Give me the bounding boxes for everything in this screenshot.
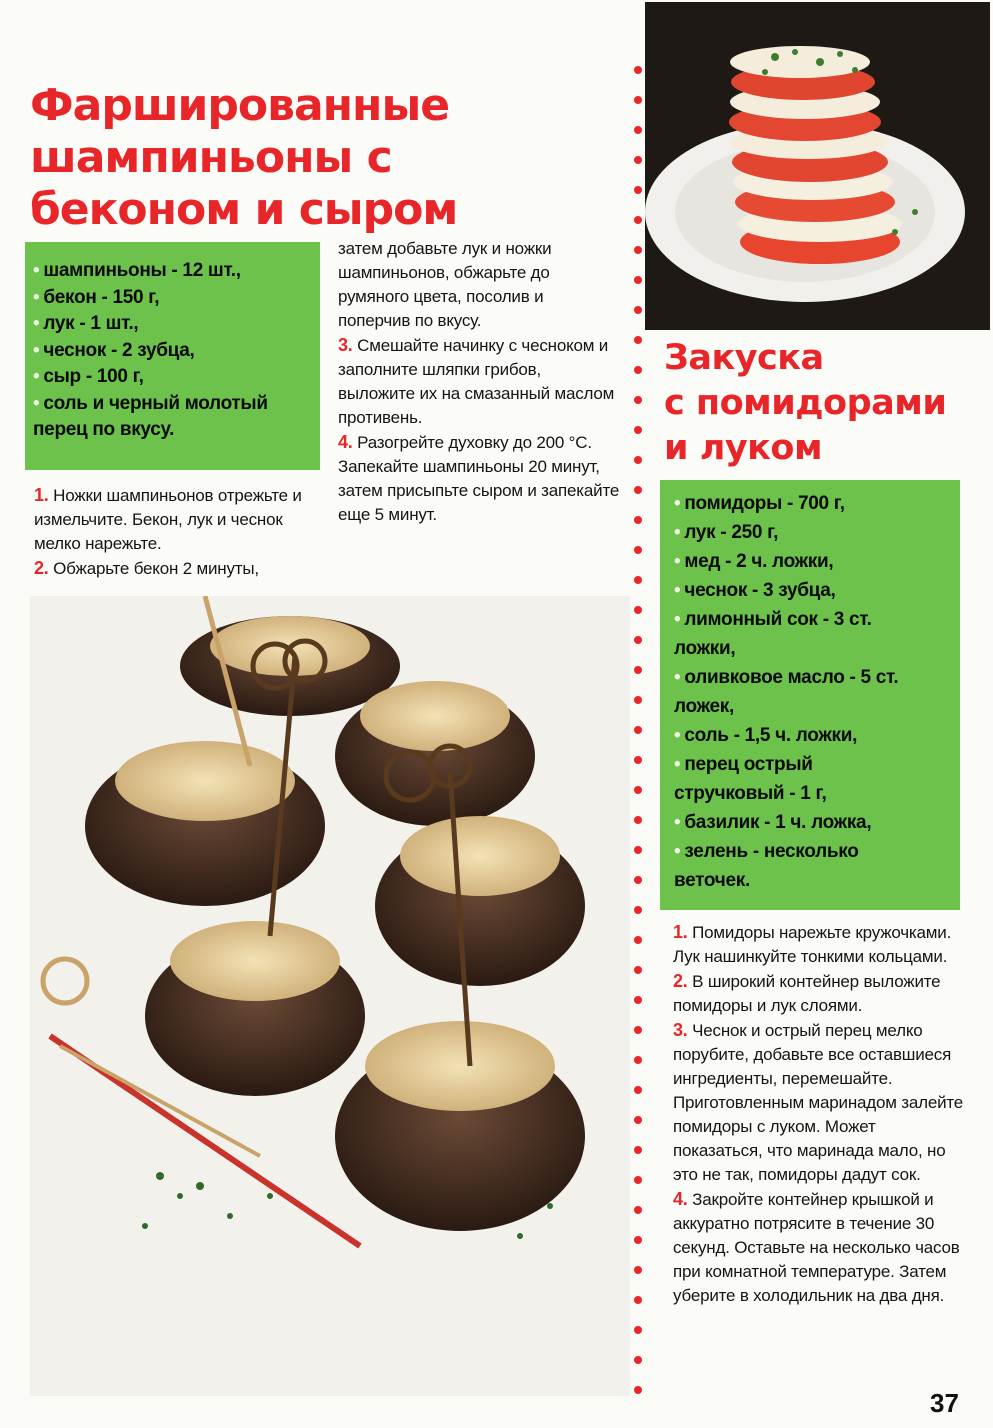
page-number: 37	[930, 1388, 959, 1418]
ingredient-item: • помидоры - 700 г,	[674, 493, 845, 514]
step-2: 2. В широкий контейнер выложите помидоры и лук слоями.	[673, 971, 941, 1015]
step-1: 1. Помидоры нарежьте кружочками. Лук нашинкуйте тонкими кольцами.	[673, 922, 952, 966]
recipe1-ingredients-box	[25, 242, 320, 470]
recipe2-ingredients-box	[660, 480, 960, 910]
recipe1-steps-col2	[338, 237, 620, 527]
ingredient-item: • бекон - 150 г,	[33, 286, 160, 308]
ingredient-item: ложек,	[674, 696, 734, 717]
recipe1-title	[30, 80, 480, 236]
ingredient-item: • зелень - несколько	[674, 841, 859, 862]
ingredient-item: • оливковое масло - 5 ст.	[674, 667, 899, 688]
ingredient-item: веточек.	[674, 870, 750, 891]
ingredient-item: • перец острый	[674, 754, 813, 775]
recipe2-title-line: Закуска	[664, 338, 824, 378]
recipe2-title-line: с помидорами	[664, 383, 947, 423]
step-2: 2. Обжарьте бекон 2 минуты,	[34, 558, 259, 578]
step-4: 4. Закройте контейнер крышкой и аккуратно потрясите в течение 30 секунд. Оставьте на несколько часов при комнатной температуре. Затем уберите в холодильник на два дня.	[673, 1189, 960, 1305]
ingredient-item: • сыр - 100 г,	[33, 366, 144, 387]
tomato-onion-photo	[645, 2, 990, 330]
recipe1-title-line: беконом и сыром	[30, 184, 458, 235]
stuffed-mushrooms-photo	[30, 596, 630, 1396]
ingredient-item: ложки,	[674, 638, 736, 659]
step-3: 3. Смешайте начинку с чесноком и заполните шляпки грибов, выложите их на смазанный маслом противень.	[338, 335, 615, 427]
ingredient-item: • лук - 250 г,	[674, 522, 779, 543]
recipe2-steps	[673, 920, 965, 1308]
recipe1-steps-col1	[34, 483, 316, 581]
step-2-continued: затем добавьте лук и ножки шампиньонов, обжарьте до румяного цвета, посолив и поперчив по вкусу.	[338, 239, 552, 330]
ingredient-item: • чеснок - 2 зубца,	[33, 339, 195, 361]
ingredient-item: • шампиньоны - 12 шт.,	[33, 260, 241, 281]
tomato-onion-illustration	[645, 2, 990, 330]
recipe2-title-line: и луком	[664, 428, 823, 468]
step-4: 4. Разогрейте духовку до 200 °С. Запекайте шампиньоны 20 минут, затем присыпьте сыром и запекайте еще 5 минут.	[338, 432, 620, 524]
ingredient-item: • мед - 2 ч. ложки,	[674, 551, 834, 572]
recipe1-title-line: Фаршированные	[30, 80, 450, 131]
ingredient-item: • базилик - 1 ч. ложка,	[674, 812, 872, 833]
ingredient-item: перец по вкусу.	[33, 419, 175, 440]
step-3: 3. Чеснок и острый перец мелко порубите, добавьте все оставшиеся ингредиенты, перемешайте. Приготовленным маринадом залейте помидоры с луком. Может показаться, что маринада мало, но это не так, помидоры дадут сок.	[673, 1020, 964, 1184]
ingredient-item: • лук - 1 шт.,	[33, 313, 139, 334]
dotted-divider	[628, 60, 648, 1400]
ingredient-item: • соль и черный молотый	[33, 392, 268, 414]
ingredient-item: стручковый - 1 г,	[674, 783, 827, 804]
recipe1-title-line: шампиньоны с	[30, 132, 392, 183]
ingredient-item: • соль - 1,5 ч. ложки,	[674, 725, 858, 746]
ingredient-item: • лимонный сок - 3 ст.	[674, 609, 872, 630]
stuffed-mushrooms-illustration	[30, 596, 630, 1396]
step-1: 1. Ножки шампиньонов отрежьте и измельчите. Бекон, лук и чеснок мелко нарежьте.	[34, 485, 302, 553]
recipe2-title	[664, 336, 974, 471]
ingredient-item: • чеснок - 3 зубца,	[674, 580, 836, 601]
